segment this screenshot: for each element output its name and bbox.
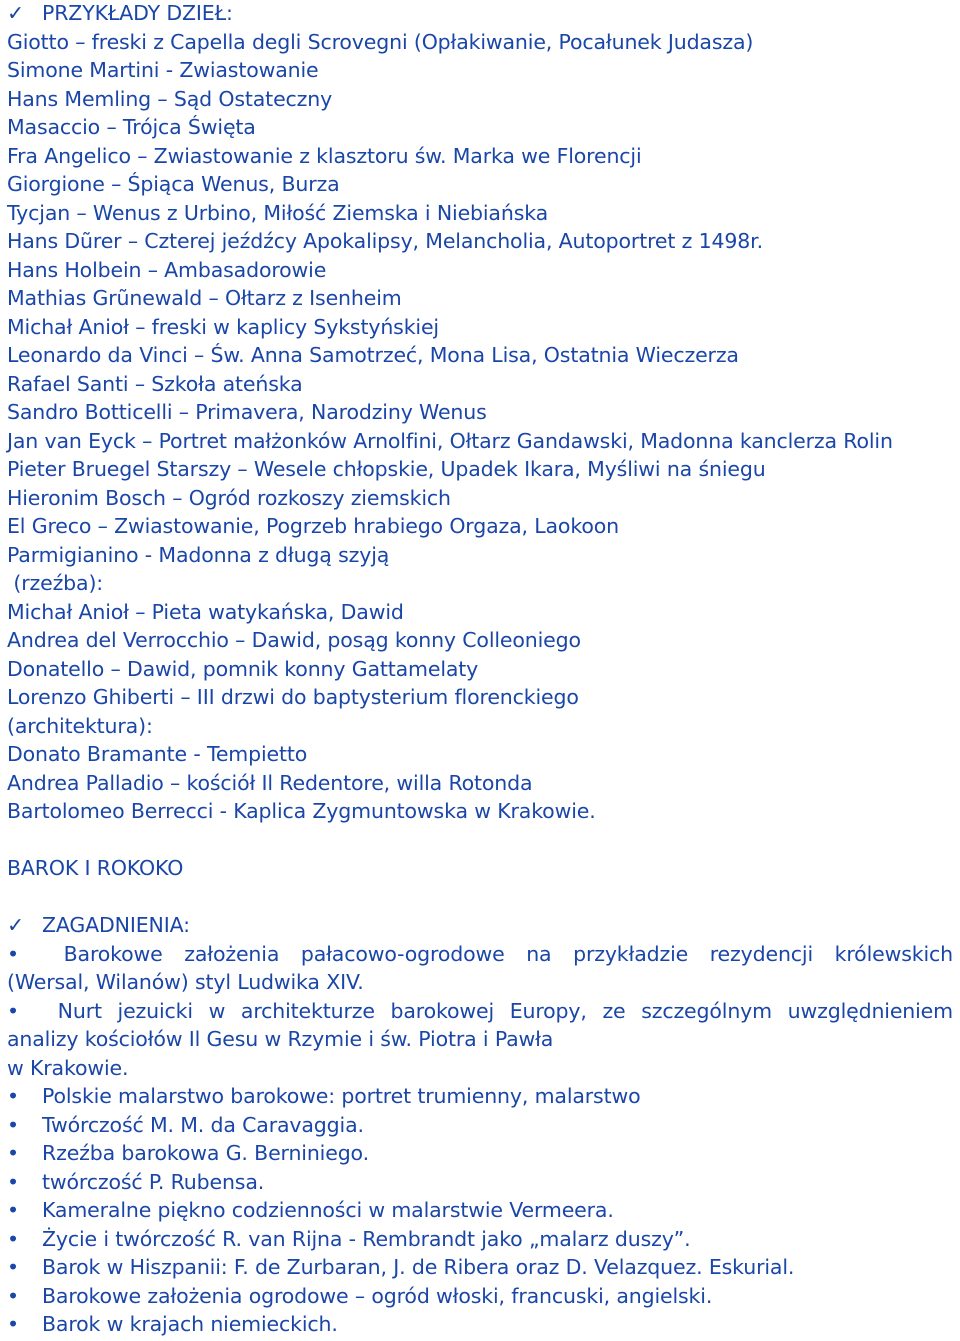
word: na bbox=[526, 941, 552, 966]
checkmark-icon: ✓ bbox=[7, 913, 25, 937]
topic-item bbox=[7, 1139, 953, 1168]
topic-item bbox=[7, 1310, 953, 1339]
word: w bbox=[208, 998, 226, 1023]
bullet-icon: • bbox=[7, 1198, 19, 1222]
topic-item-first-line bbox=[7, 997, 953, 1026]
work-line: Parmigianino - Madonna z długą szyją bbox=[7, 542, 390, 567]
topic-item-continuation: (Wersal, Wilanów) styl Ludwika XIV. bbox=[7, 970, 364, 994]
bullet-icon: • bbox=[7, 1084, 19, 1108]
topic-text: Barok w Hiszpanii: F. de Zurbaran, J. de Ribera oraz D. Velazquez. Eskurial. bbox=[42, 1255, 795, 1279]
topic-item bbox=[7, 940, 953, 997]
bullet-icon: • bbox=[7, 1226, 19, 1251]
sculpture-line: Michał Anioł – Pieta watykańska, Dawid bbox=[7, 599, 404, 624]
architecture-line: Andrea Palladio – kościół Il Redentore, willa Rotonda bbox=[7, 770, 533, 795]
work-line: Hans Holbein – Ambasadorowie bbox=[7, 257, 327, 282]
sculpture-line: Andrea del Verrocchio – Dawid, posąg konny Colleoniego bbox=[7, 628, 581, 652]
checkmark-icon: ✓ bbox=[7, 1, 25, 25]
topic-item-continuation: analizy kościołów Il Gesu w Rzymie i św. Piotra i Pawła bbox=[7, 1027, 554, 1051]
work-line: Simone Martini - Zwiastowanie bbox=[7, 58, 319, 82]
topic-text: Barokowe założenia ogrodowe – ogród włoski, francuski, angielski. bbox=[42, 1283, 713, 1308]
sculpture-line: Lorenzo Ghiberti – III drzwi do baptysterium florenckiego bbox=[7, 685, 579, 709]
work-line: Hieronim Bosch – Ogród rozkoszy ziemskich bbox=[7, 485, 451, 510]
work-line: Tycjan – Wenus z Urbino, Miłość Ziemska i Niebiańska bbox=[7, 200, 548, 225]
topic-text: Polskie malarstwo barokowe: portret trumienny, malarstwo bbox=[42, 1084, 641, 1108]
sculpture-line: Donatello – Dawid, pomnik konny Gattamelaty bbox=[7, 656, 479, 681]
bullet-icon: • bbox=[7, 1283, 19, 1308]
architecture-line: Donato Bramante - Tempietto bbox=[7, 742, 308, 766]
word: przykładzie bbox=[573, 941, 689, 966]
work-line: Hans Memling – Sąd Ostateczny bbox=[7, 86, 333, 111]
topic-item bbox=[7, 1225, 953, 1254]
architecture-line: Bartolomeo Berrecci - Kaplica Zygmuntowska w Krakowie. bbox=[7, 799, 596, 823]
word: jezuicki bbox=[117, 998, 193, 1023]
word: Nurt bbox=[57, 998, 102, 1023]
word: barokowej bbox=[390, 998, 495, 1023]
works-list bbox=[7, 28, 953, 570]
topic-item bbox=[7, 1111, 953, 1140]
bullet-icon: • bbox=[7, 1255, 19, 1279]
section1-heading-text: PRZYKŁADY DZIEŁ: bbox=[42, 1, 233, 25]
topic-text: Życie i twórczość R. van Rijna - Rembrandt jako „malarz duszy”. bbox=[42, 1226, 691, 1251]
section2-title: BAROK I ROKOKO bbox=[7, 856, 184, 880]
blank-line bbox=[7, 883, 953, 912]
work-line: El Greco – Zwiastowanie, Pogrzeb hrabiego Orgaza, Laokoon bbox=[7, 514, 619, 538]
word: królewskich bbox=[834, 941, 953, 966]
topic-text: Barok w krajach niemieckich. bbox=[42, 1312, 338, 1336]
word: ze bbox=[602, 998, 626, 1023]
work-line: Pieter Bruegel Starszy – Wesele chłopskie, Upadek Ikara, Myśliwi na śniegu bbox=[7, 457, 766, 481]
bullet-icon: • bbox=[7, 1312, 19, 1336]
bullet-icon: • bbox=[7, 1112, 19, 1137]
topic-text: Twórczość M. M. da Caravaggia. bbox=[42, 1112, 364, 1137]
word: szczególnym bbox=[641, 998, 772, 1023]
word: architekturze bbox=[240, 998, 375, 1023]
topic-item bbox=[7, 997, 953, 1083]
work-line: Giorgione – Śpiąca Wenus, Burza bbox=[7, 172, 340, 196]
bullet-icon: • bbox=[7, 941, 19, 966]
work-line: Jan van Eyck – Portret małżonków Arnolfini, Ołtarz Gandawski, Madonna kanclerza Rolin bbox=[7, 428, 893, 453]
section2-heading bbox=[7, 911, 953, 940]
topic-item bbox=[7, 1253, 953, 1282]
work-line: Hans Dũrer – Czterej jeźdźcy Apokalipsy, Melancholia, Autoportret z 1498r. bbox=[7, 229, 763, 253]
work-line: Masaccio – Trójca Święta bbox=[7, 115, 256, 139]
sculpture-list bbox=[7, 598, 953, 712]
document-page bbox=[7, 0, 953, 1339]
work-line: Sandro Botticelli – Primavera, Narodziny Wenus bbox=[7, 400, 487, 424]
bullet-icon: • bbox=[7, 1141, 19, 1165]
topic-item bbox=[7, 1168, 953, 1197]
work-line: Giotto – freski z Capella degli Scrovegni (Opłakiwanie, Pocałunek Judasza) bbox=[7, 29, 754, 54]
word: założenia bbox=[184, 941, 280, 966]
section2-heading-text: ZAGADNIENIA: bbox=[42, 913, 190, 937]
word: rezydencji bbox=[709, 941, 813, 966]
bullet-icon: • bbox=[7, 998, 19, 1023]
work-line: Mathias Grũnewald – Ołtarz z Isenheim bbox=[7, 286, 402, 310]
sculpture-heading: (rzeźba): bbox=[7, 571, 104, 595]
bullet-icon: • bbox=[7, 1169, 19, 1194]
work-line: Rafael Santi – Szkoła ateńska bbox=[7, 371, 303, 396]
topic-text: Kameralne piękno codzienności w malarstwie Vermeera. bbox=[42, 1198, 614, 1222]
word: uwzględnieniem bbox=[787, 998, 953, 1023]
architecture-list bbox=[7, 740, 953, 826]
topic-text: twórczość P. Rubensa. bbox=[42, 1169, 265, 1194]
work-line: Fra Angelico – Zwiastowanie z klasztoru św. Marka we Florencji bbox=[7, 143, 642, 168]
word: pałacowo-ogrodowe bbox=[300, 941, 505, 966]
word: Barokowe bbox=[63, 941, 163, 966]
topic-item-continuation: w Krakowie. bbox=[7, 1055, 129, 1080]
work-line: Leonardo da Vinci – Św. Anna Samotrzeć, Mona Lisa, Ostatnia Wieczerza bbox=[7, 343, 739, 367]
work-line: Michał Anioł – freski w kaplicy Sykstyńskiej bbox=[7, 314, 439, 339]
blank-line bbox=[7, 826, 953, 855]
topic-item bbox=[7, 1282, 953, 1311]
topic-text: Rzeźba barokowa G. Berniniego. bbox=[42, 1141, 369, 1165]
topic-item-first-line bbox=[7, 940, 953, 969]
section1-heading bbox=[7, 0, 953, 28]
word: Europy, bbox=[509, 998, 587, 1023]
topic-item bbox=[7, 1082, 953, 1111]
topic-item bbox=[7, 1196, 953, 1225]
architecture-heading: (architektura): bbox=[7, 713, 153, 738]
